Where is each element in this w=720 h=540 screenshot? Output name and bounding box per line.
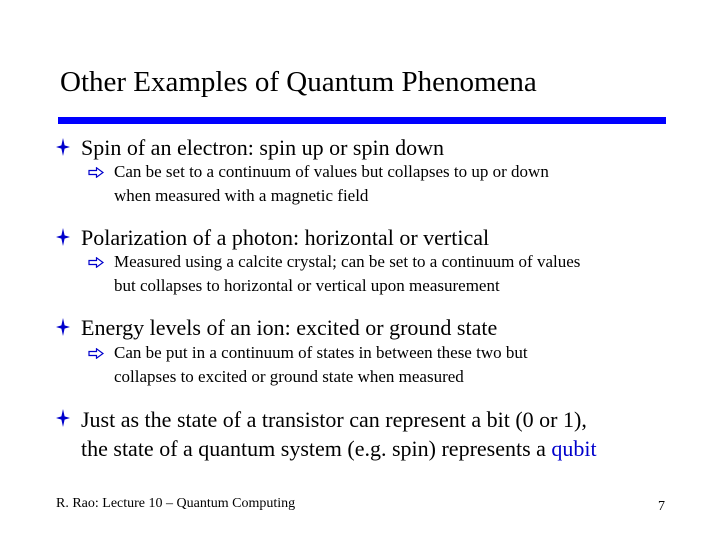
bullet-line: Just as the state of a transistor can represent a bit (0 or 1), xyxy=(81,407,587,432)
four-point-star-icon xyxy=(56,409,70,427)
sub-bullet-line: Can be put in a continuum of states in between these two but xyxy=(114,343,528,362)
sub-bullet-line: Measured using a calcite crystal; can be set to a continuum of values xyxy=(114,252,581,271)
page-number: 7 xyxy=(658,499,665,514)
slide-title: Other Examples of Quantum Phenomena xyxy=(60,66,537,98)
title-underline xyxy=(58,117,666,124)
hollow-arrow-icon xyxy=(88,348,104,359)
sub-bullet-line: when measured with a magnetic field xyxy=(114,186,369,205)
bullet-text: Polarization of a photon: horizontal or vertical xyxy=(81,225,490,250)
hollow-arrow-icon xyxy=(88,167,104,178)
footer-lecture: R. Rao: Lecture 10 – Quantum Computing xyxy=(56,496,296,511)
bullet-text: Spin of an electron: spin up or spin down xyxy=(81,135,444,160)
sub-bullet-line: Can be set to a continuum of values but collapses to up or down xyxy=(114,162,549,181)
bullet-text: Energy levels of an ion: excited or ground state xyxy=(81,315,498,340)
qubit-highlight: qubit xyxy=(551,436,597,461)
four-point-star-icon xyxy=(56,318,70,336)
hollow-arrow-icon xyxy=(88,257,104,268)
bullet-line xyxy=(81,434,597,463)
sub-bullet-line: collapses to excited or ground state when measured xyxy=(114,367,464,386)
four-point-star-icon xyxy=(56,138,70,156)
sub-bullet-line: but collapses to horizontal or vertical upon measurement xyxy=(114,276,500,295)
bullet-line-text: the state of a quantum system (e.g. spin) represents a xyxy=(81,436,552,461)
four-point-star-icon xyxy=(56,228,70,246)
